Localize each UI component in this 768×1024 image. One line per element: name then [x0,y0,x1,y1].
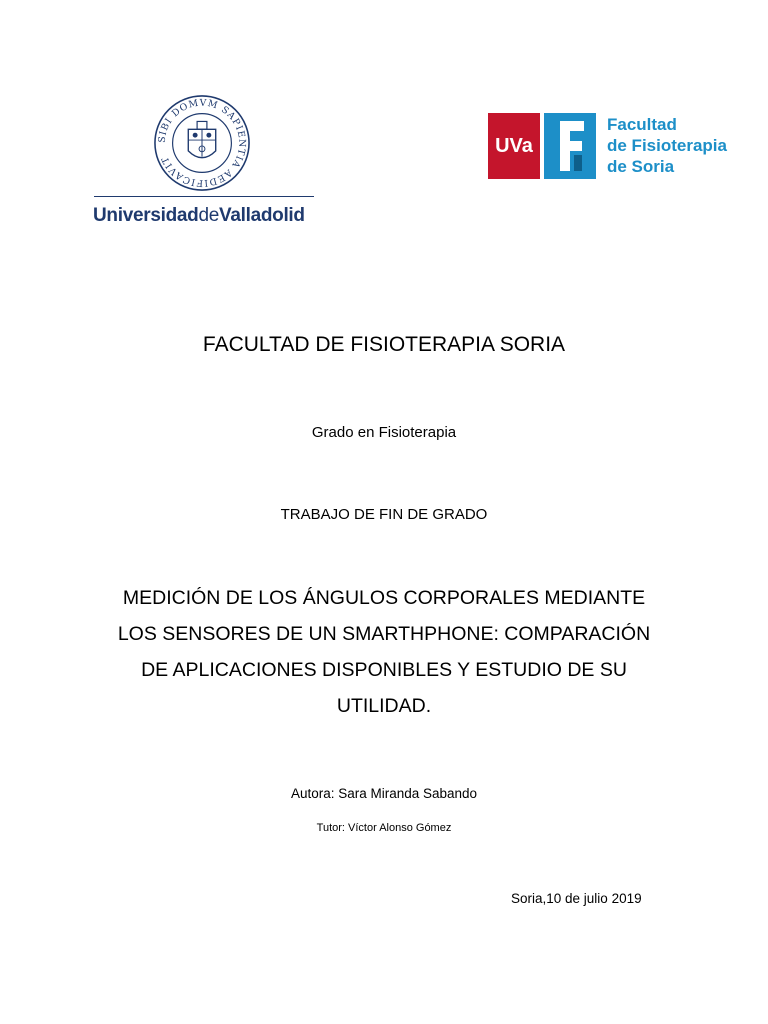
seal-motto: SIBI DOMVM SAPIENTIA AEDIFICAVIT [156,97,248,189]
thesis-title-line: MEDICIÓN DE LOS ÁNGULOS CORPORALES MEDIANTE [122,587,646,609]
thesis-title-line: DE APLICACIONES DISPONIBLES Y ESTUDIO DE SU [141,659,627,681]
faculty-line-3: de Soria [607,157,675,176]
faculty-heading: FACULTAD DE FISIOTERAPIA SORIA [202,333,566,356]
work-type: TRABAJO DE FIN DE GRADO [280,506,488,523]
uva-label: UVa [495,134,533,157]
thesis-title-line: LOS SENSORES DE UN SMARTHPHONE: COMPARACIÓN [117,623,651,645]
faculty-f-logo [544,113,596,179]
tutor: Tutor: Víctor Alonso Gómez [316,822,452,834]
uva-logo-block [488,113,540,179]
faculty-line-2: de Fisioterapia [607,136,727,155]
place-date: Soria,10 de julio 2019 [511,891,642,906]
author: Autora: Sara Miranda Sabando [290,786,478,801]
logo-divider [94,196,314,197]
university-name-logo: UniversidaddeValladolid [93,205,305,226]
faculty-name-logo [607,114,727,177]
thesis-title [96,580,672,724]
thesis-title-line: UTILIDAD. [336,695,432,717]
degree-name: Grado en Fisioterapia [311,424,457,441]
faculty-line-1: Facultad [607,115,677,134]
university-seal-logo [153,94,251,192]
